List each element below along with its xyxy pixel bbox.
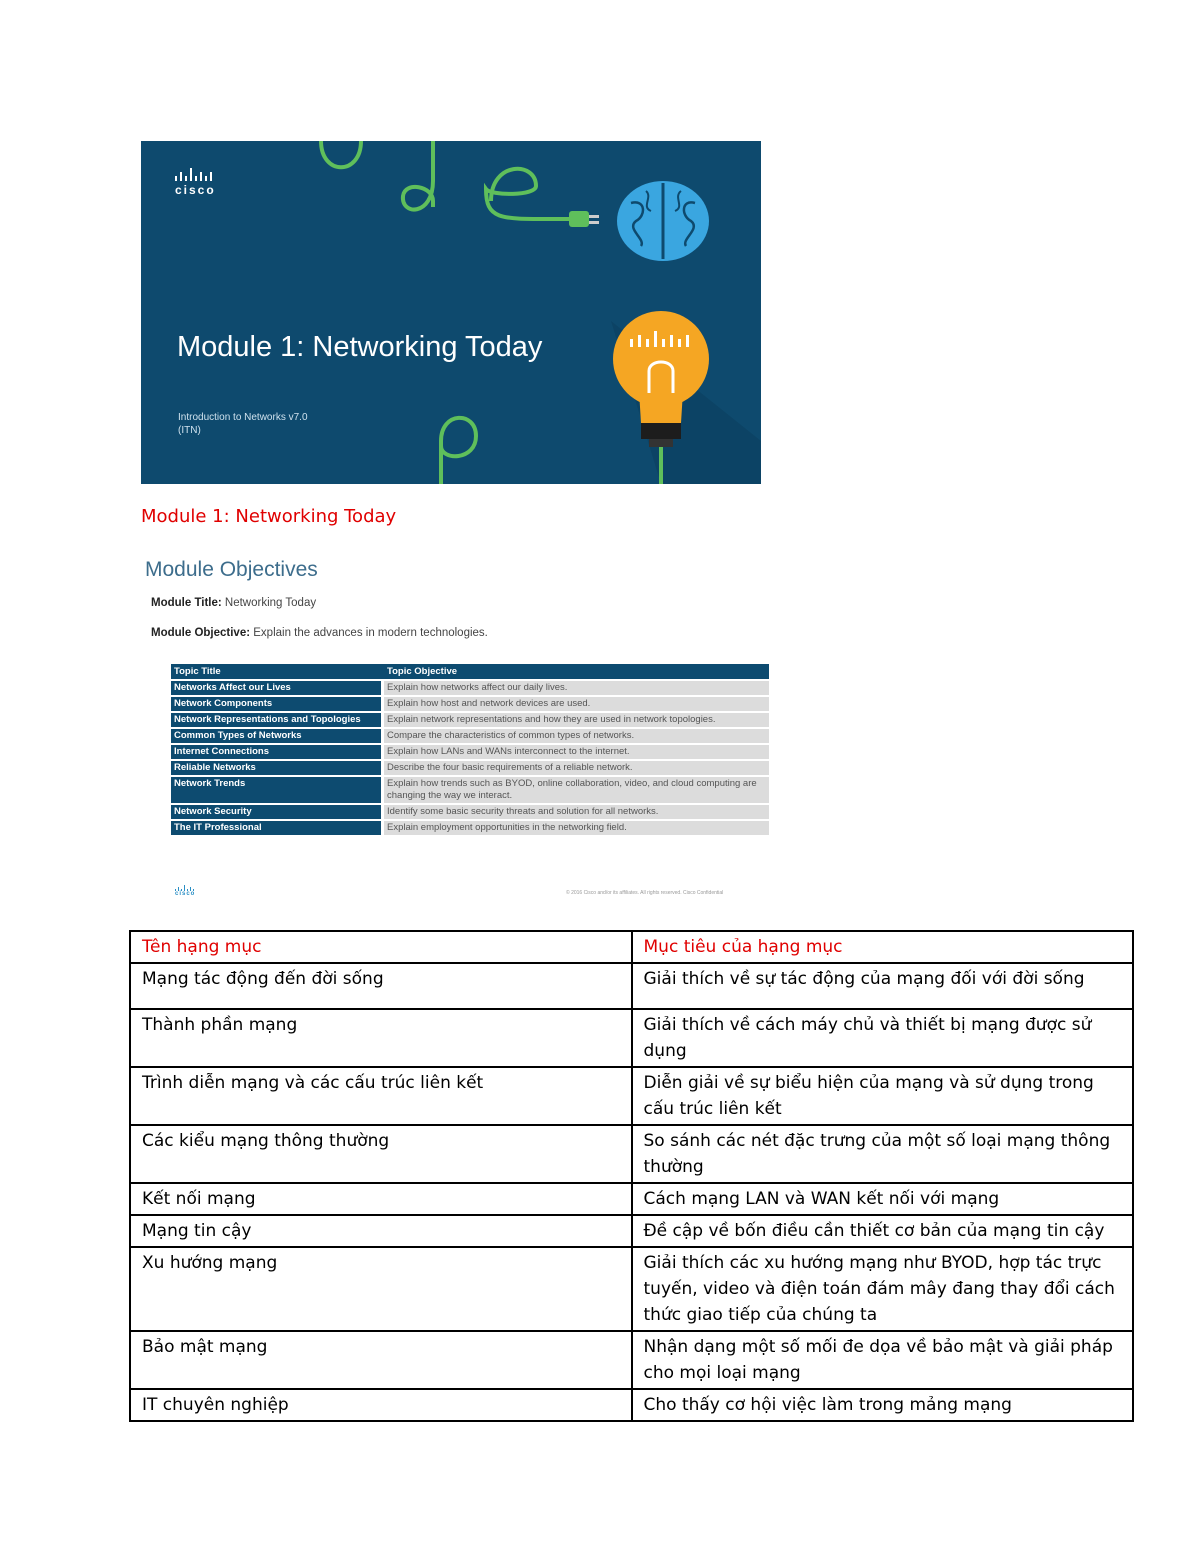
slide-subtitle-line1: Introduction to Networks v7.0 [178,412,308,423]
table-row [130,963,1133,1009]
topic-objective-cell: Diễn giải về sự biểu hiện của mạng và sử dụng trong cấu trúc liên kết [632,1067,1134,1125]
topic-objective-cell: Describe the four basic requirements of a reliable network. [384,761,769,775]
module-title-line [151,597,316,609]
brain-icon [617,181,709,261]
slide-title: Module 1: Networking Today [177,331,543,363]
topic-objective-cell: Cho thấy cơ hội việc làm trong mảng mạng [632,1389,1134,1421]
module-objective-label: Module Objective: [151,627,251,639]
table-row [130,1389,1133,1421]
cisco-logo [175,167,235,197]
table-row [130,1215,1133,1247]
topic-objective-cell: Explain how LANs and WANs interconnect to the internet. [384,745,769,759]
topic-name-cell: Kết nối mạng [130,1183,632,1215]
topic-title-cell: Networks Affect our Lives [171,681,384,695]
topic-title-cell: Common Types of Networks [171,729,384,743]
topic-title-cell: Internet Connections [171,745,384,759]
table-row [130,1183,1133,1215]
header-topic-objective: Mục tiêu của hạng mục [632,931,1134,963]
topic-title-cell: Network Trends [171,777,384,803]
footer-cisco-logo-text: cisco [175,891,196,897]
document-heading: Module 1: Networking Today [141,506,397,527]
table-row [171,713,769,727]
topic-title-cell: Reliable Networks [171,761,384,775]
topic-objective-cell: Giải thích về cách máy chủ và thiết bị mạng được sử dụng [632,1009,1134,1067]
objectives-table-header [171,664,769,679]
topic-objective-cell: Explain employment opportunities in the networking field. [384,821,769,835]
table-row [171,821,769,835]
table-row [171,805,769,819]
topic-objective-cell: Explain how trends such as BYOD, online collaboration, video, and cloud computing are changing the way we interact. [384,777,769,803]
vietnamese-objectives-table [129,930,1134,1422]
module-objective-value: Explain the advances in modern technologies. [253,627,488,639]
topic-objective-cell: Explain how networks affect our daily lives. [384,681,769,695]
module-title-label: Module Title: [151,597,222,609]
topic-objective-cell: Nhận dạng một số mối đe dọa về bảo mật và giải pháp cho mọi loại mạng [632,1331,1134,1389]
topic-objective-cell: Giải thích về sự tác động của mạng đối với đời sống [632,963,1134,1009]
topic-objective-cell: So sánh các nét đặc trưng của một số loại mạng thông thường [632,1125,1134,1183]
table-row [130,1125,1133,1183]
objectives-title: Module Objectives [145,558,318,581]
topic-title-cell: The IT Professional [171,821,384,835]
topic-name-cell: IT chuyên nghiệp [130,1389,632,1421]
topic-name-cell: Mạng tin cậy [130,1215,632,1247]
table-row [171,681,769,695]
topic-name-cell: Các kiểu mạng thông thường [130,1125,632,1183]
topic-name-cell: Thành phần mạng [130,1009,632,1067]
table-row [171,777,769,803]
table-row [171,697,769,711]
objectives-header-topic-objective: Topic Objective [384,664,769,679]
title-slide-image [141,141,761,484]
objectives-table [171,662,769,837]
topic-title-cell: Network Components [171,697,384,711]
footer-cisco-logo [175,885,195,897]
cisco-logo-text: cisco [175,183,216,197]
topic-name-cell: Xu hướng mạng [130,1247,632,1331]
topic-objective-cell: Explain how host and network devices are used. [384,697,769,711]
topic-objective-cell: Cách mạng LAN và WAN kết nối với mạng [632,1183,1134,1215]
topic-name-cell: Mạng tác động đến đời sống [130,963,632,1009]
topic-objective-cell: Explain network representations and how they are used in network topologies. [384,713,769,727]
table-row [171,761,769,775]
table-header-row [130,931,1133,963]
table-row [130,1331,1133,1389]
table-row [171,729,769,743]
table-row [171,745,769,759]
topic-objective-cell: Identify some basic security threats and solution for all networks. [384,805,769,819]
topic-name-cell: Bảo mật mạng [130,1331,632,1389]
slide-subtitle [178,411,308,437]
objectives-header-topic-title: Topic Title [171,664,384,679]
topic-objective-cell: Compare the characteristics of common types of networks. [384,729,769,743]
table-row [130,1009,1133,1067]
topic-title-cell: Network Representations and Topologies [171,713,384,727]
slide-subtitle-line2: (ITN) [178,425,201,436]
header-topic-name: Tên hạng mục [130,931,632,963]
module-objective-line [151,627,488,639]
topic-name-cell: Trình diễn mạng và các cấu trúc liên kết [130,1067,632,1125]
module-title-value: Networking Today [224,597,317,609]
objectives-slide-image [141,552,771,904]
topic-objective-cell: Đề cập về bốn điều cần thiết cơ bản của mạng tin cậy [632,1215,1134,1247]
topic-objective-cell: Giải thích các xu hướng mạng như BYOD, hợp tác trực tuyến, video và điện toán đám mây đang thay đổi cách thức giao tiếp của chúng ta [632,1247,1134,1331]
topic-title-cell: Network Security [171,805,384,819]
table-row [130,1247,1133,1331]
table-row [130,1067,1133,1125]
footer-copyright: © 2016 Cisco and/or its affiliates. All rights reserved. Cisco Confidential [566,890,724,896]
